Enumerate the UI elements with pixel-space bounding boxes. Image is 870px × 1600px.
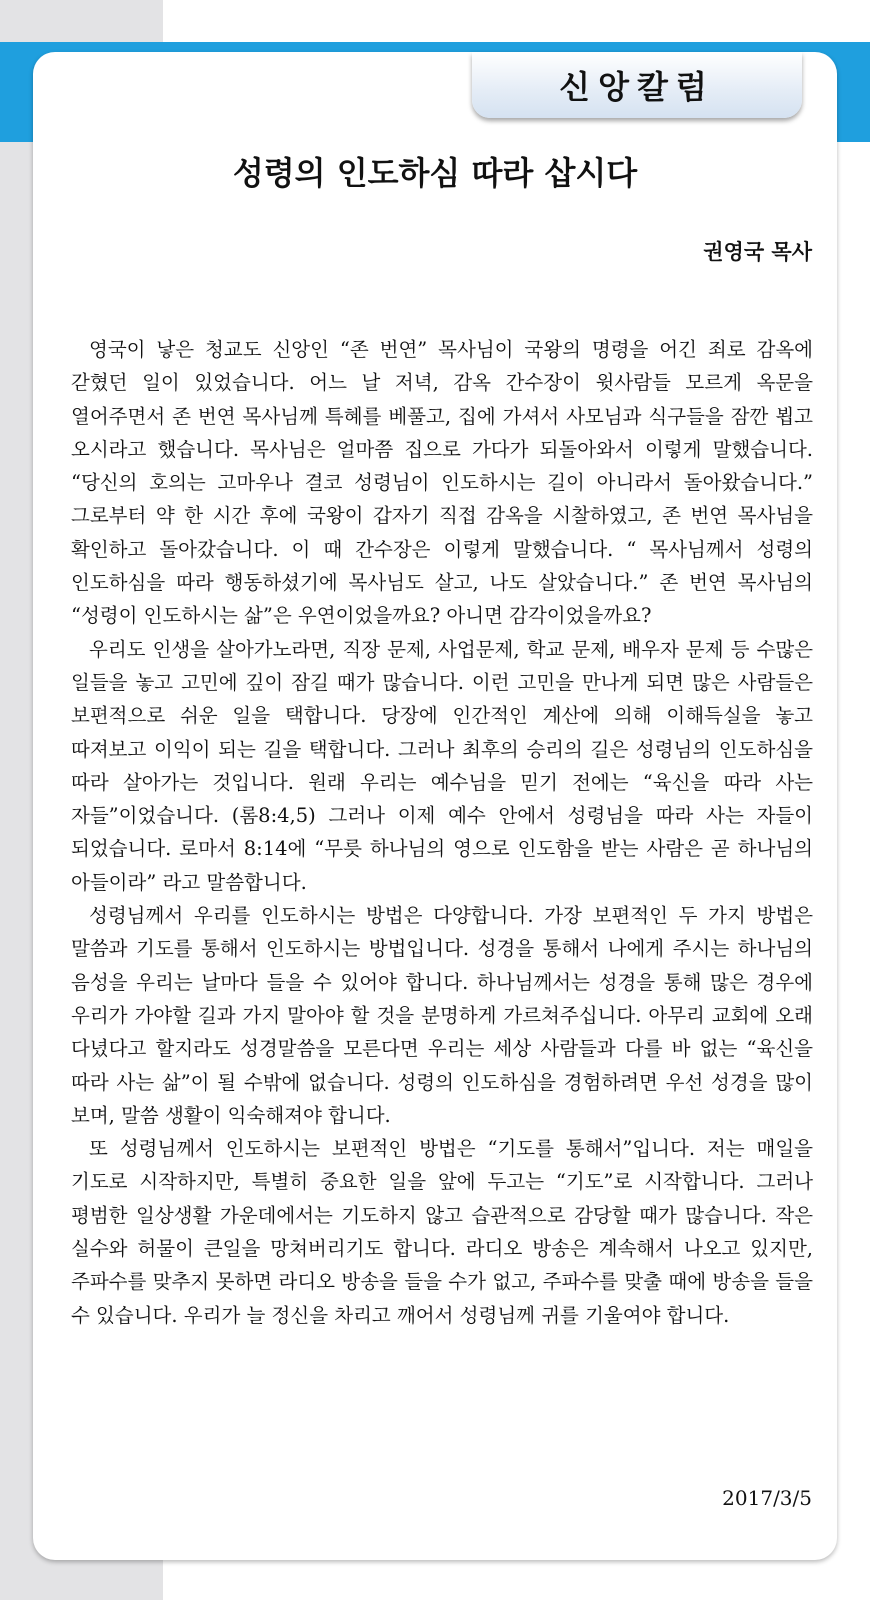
- article-paragraph: 우리도 인생을 살아가노라면, 직장 문제, 사업문제, 학교 문제, 배우자 문제 등 수많은 일들을 놓고 고민에 깊이 잠길 때가 많습니다. 이런 고민을 만나게 되면 많은 사람들은 보편적으로 쉬운 일을 택합니다. 당장에 인간적인 계산에 의해 이해득실을 놓고 따져보고 이익이 되는 길을 택합니다. 그러나 최후의 승리의 길은 성령님의 인도하심을 따라 살아가는 것입니다. 원래 우리는 예수님을 믿기 전에는 “육신을 따라 사는 자들”이었습니다. (롬8:4,5) 그러나 이제 예수 안에서 성령님을 따라 사는 자들이 되었습니다. 로마서 8:14에 “무릇 하나님의 영으로 인도함을 받는 사람은 곧 하나님의 아들이라” 라고 말씀합니다.: [71, 637, 813, 894]
- section-tab: [472, 52, 802, 118]
- article-paragraph: 또 성령님께서 인도하시는 보편적인 방법은 “기도를 통해서”입니다. 저는 매일을 기도로 시작하지만, 특별히 중요한 일을 앞에 두고는 “기도”로 시작합니다. 그러나 평범한 일상생활 가운데에서는 기도하지 않고 습관적으로 감당할 때가 많습니다. 작은 실수와 허물이 큰일을 망쳐버리기도 합니다. 라디오 방송은 계속해서 나오고 있지만, 주파수를 맞추지 못하면 라디오 방송을 들을 수가 없고, 주파수를 맞출 때에 방송을 들을 수 있습니다. 우리가 늘 정신을 차리고 깨어서 성령님께 귀를 기울여야 합니다.: [71, 1137, 813, 1327]
- section-label: 신앙칼럼: [559, 68, 715, 106]
- article-title: 성령의 인도하심 따라 삽시다: [232, 154, 638, 192]
- article-author: 권영국 목사: [703, 240, 812, 264]
- article-body: [71, 333, 813, 1332]
- article-paragraph: 영국이 낳은 청교도 신앙인 “존 번연” 목사님이 국왕의 명령을 어긴 죄로 감옥에 갇혔던 일이 있었습니다. 어느 날 저녁, 감옥 간수장이 윗사람들 모르게 옥문을 열어주면서 존 번연 목사님께 특혜를 베풀고, 집에 가셔서 사모님과 식구들을 잠깐 뵙고 오시라고 했습니다. 목사님은 얼마쯤 집으로 가다가 되돌아와서 이렇게 말했습니다. “당신의 호의는 고마우나 결코 성령님이 인도하시는 길이 아니라서 돌아왔습니다.” 그로부터 약 한 시간 후에 국왕이 갑자기 직접 감옥을 시찰하였고, 존 번연 목사님을 확인하고 돌아갔습니다. 이 때 간수장은 이렇게 말했습니다. “ 목사님께서 성령의 인도하심을 따라 행동하셨기에 목사님도 살고, 나도 살았습니다.” 존 번연 목사님의 “성령이 인도하시는 삶”은 우연이었을까요? 아니면 감각이었을까요?: [71, 338, 813, 628]
- article-date: 2017/3/5: [722, 1486, 812, 1510]
- article-paragraph: 성령님께서 우리를 인도하시는 방법은 다양합니다. 가장 보편적인 두 가지 방법은 말씀과 기도를 통해서 인도하시는 방법입니다. 성경을 통해서 나에게 주시는 하나님의 음성을 우리는 날마다 들을 수 있어야 합니다. 하나님께서는 성경을 통해 많은 경우에 우리가 가야할 길과 가지 말아야 할 것을 분명하게 가르쳐주십니다. 아무리 교회에 오래 다녔다고 할지라도 성경말씀을 모른다면 우리는 세상 사람들과 다를 바 없는 “육신을 따라 사는 삶”이 될 수밖에 없습니다. 성령의 인도하심을 경험하려면 우선 성경을 많이 보며, 말씀 생활이 익숙해져야 합니다.: [71, 904, 813, 1127]
